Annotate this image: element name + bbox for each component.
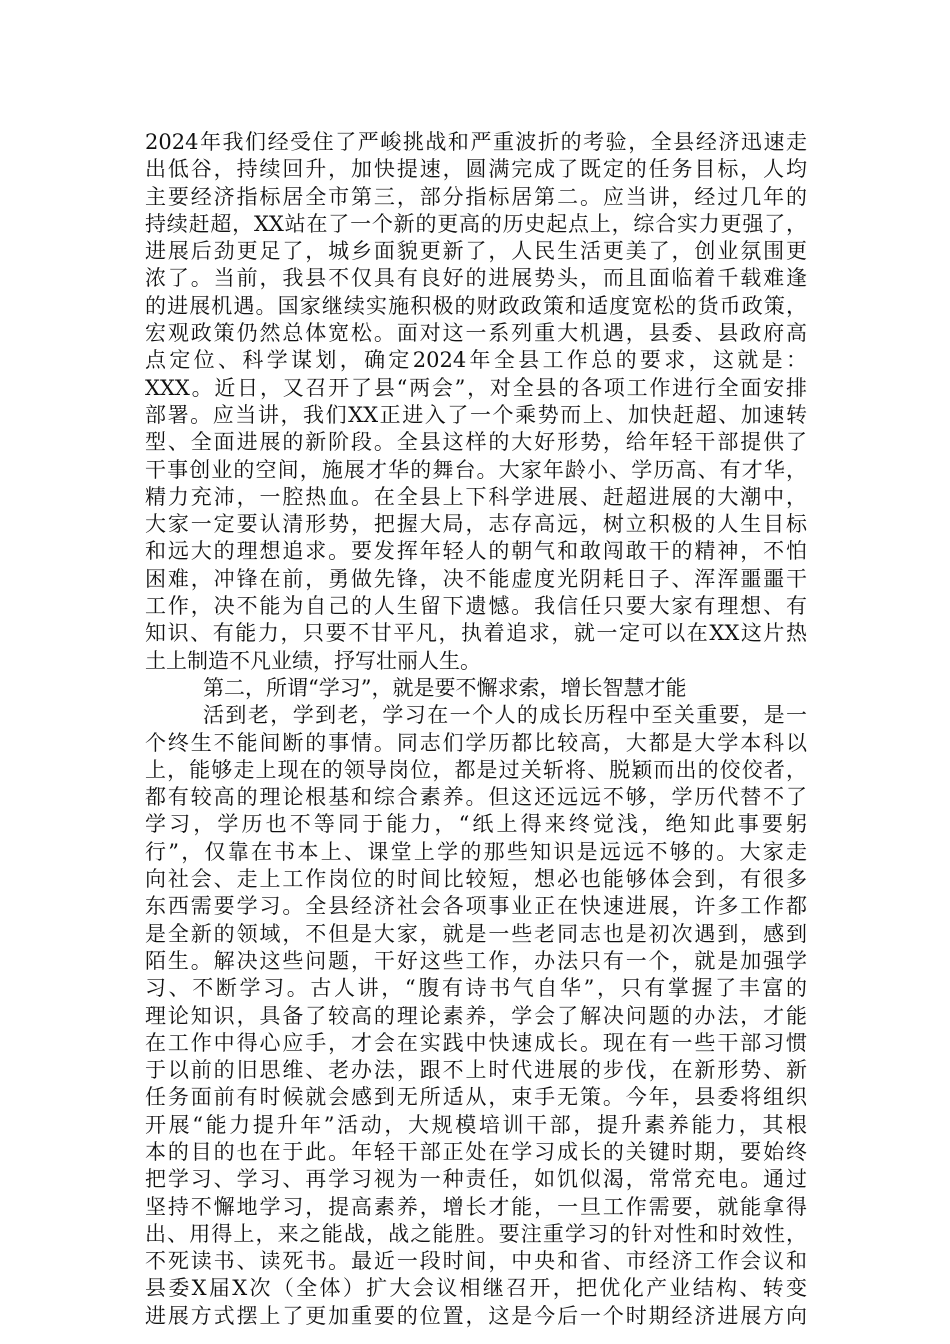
text-line: 主要经济指标居全市第三，部分指标居第二。应当讲，经过几年的 <box>145 184 807 209</box>
text-line: 坚持不懈地学习，提高素养，增长才能，一旦工作需要，就能拿得 <box>145 1194 807 1219</box>
text-line: 部署。应当讲，我们XX正进入了一个乘势而上、加快赶超、加速转 <box>145 402 807 427</box>
text-line: 于以前的旧思维、老办法，跟不上时代进展的步伐，在新形势、新 <box>145 1058 807 1083</box>
text-line: 县委X届X次（全体）扩大会议相继召开，把优化产业结构、转变 <box>145 1276 807 1301</box>
text-line: 型、全面进展的新阶段。全县这样的大好形势，给年轻干部提供了 <box>145 430 807 455</box>
text-line: 知识、有能力，只要不甘平凡，执着追求，就一定可以在XX这片热 <box>145 621 807 646</box>
text-line: 土上制造不凡业绩，抒写壮丽人生。 <box>145 648 481 673</box>
text-line: 精力充沛，一腔热血。在全县上下科学进展、赶超进展的大潮中， <box>145 484 807 509</box>
text-line: 宏观政策仍然总体宽松。面对这一系列重大机遇，县委、县政府高 <box>145 321 807 346</box>
text-line: 把学习、学习、再学习视为一种责任，如饥似渴，常常充电。通过 <box>145 1167 807 1192</box>
text-line: 个终生不能间断的事情。同志们学历都比较高，大都是大学本科以 <box>145 730 807 755</box>
text-line: 干事创业的空间，施展才华的舞台。大家年龄小、学历高、有才华， <box>145 457 807 482</box>
text-line: 陌生。解决这些问题，干好这些工作，办法只有一个，就是加强学 <box>145 948 807 973</box>
text-line: 是全新的领域，不但是大家，就是一些老同志也是初次遇到，感到 <box>145 921 807 946</box>
text-line: 浓了。当前，我县不仅具有良好的进展势头，而且面临着千载难逢 <box>145 266 807 291</box>
text-line: 东西需要学习。全县经济社会各项事业正在快速进展，许多工作都 <box>145 894 807 919</box>
text-line: 大家一定要认清形势，把握大局，志存高远，树立积极的人生目标 <box>145 512 807 537</box>
text-line: 活到老，学到老，学习在一个人的成长历程中至关重要，是一 <box>203 703 807 728</box>
text-line: 2024年我们经受住了严峻挑战和严重波折的考验，全县经济迅速走 <box>145 130 807 154</box>
text-line: 理论知识，具备了较高的理论素养，学会了解决问题的办法，才能 <box>145 1003 807 1028</box>
text-line: 不死读书、读死书。最近一段时间，中央和省、市经济工作会议和 <box>145 1249 807 1274</box>
text-line: 本的目的也在于此。年轻干部正处在学习成长的关键时期，要始终 <box>145 1139 807 1164</box>
section-heading: 第二，所谓“学习”，就是要不懈求索，增长智慧才能 <box>203 675 687 700</box>
text-line: 工作，决不能为自己的人生留下遗憾。我信任只要大家有理想、有 <box>145 594 807 619</box>
text-line: 点定位、科学谋划，确定2024年全县工作总的要求，这就是： <box>145 348 807 373</box>
text-line: 上，能够走上现在的领导岗位，都是过关斩将、脱颖而出的佼佼者， <box>145 757 807 782</box>
text-line: 向社会、走上工作岗位的时间比较短，想必也能够体会到，有很多 <box>145 867 807 892</box>
document-body <box>145 129 807 1330</box>
text-line: 和远大的理想追求。要发挥年轻人的朝气和敢闯敢干的精神，不怕 <box>145 539 807 564</box>
paragraph-2 <box>145 702 807 1330</box>
text-line: 的进展机遇。国家继续实施积极的财政政策和适度宽松的货币政策， <box>145 293 807 318</box>
text-line: 学习，学历也不等同于能力，“纸上得来终觉浅，绝知此事要躬 <box>145 812 807 837</box>
text-line: 持续赶超，XX站在了一个新的更高的历史起点上，综合实力更强了， <box>145 211 807 236</box>
text-line: 进展方式摆上了更加重要的位置，这是今后一个时期经济进展方向 <box>145 1303 807 1328</box>
text-line: 都有较高的理论根基和综合素养。但这还远远不够，学历代替不了 <box>145 785 807 810</box>
text-line: 任务面前有时候就会感到无所适从，束手无策。今年，县委将组织 <box>145 1085 807 1110</box>
text-line: XXX。近日，又召开了县“两会”，对全县的各项工作进行全面安排 <box>145 375 807 400</box>
paragraph-1 <box>145 129 807 675</box>
text-line: 行”，仅靠在书本上、课堂上学的那些知识是远远不够的。大家走 <box>145 839 807 864</box>
text-line: 进展后劲更足了，城乡面貌更新了，人民生活更美了，创业氛围更 <box>145 239 807 264</box>
text-line: 困难，冲锋在前，勇做先锋，决不能虚度光阴耗日子、浑浑噩噩干 <box>145 566 807 591</box>
text-line: 出、用得上，来之能战，战之能胜。要注重学习的针对性和时效性， <box>145 1221 807 1246</box>
text-line: 开展“能力提升年”活动，大规模培训干部，提升素养能力，其根 <box>145 1112 807 1137</box>
text-line: 在工作中得心应手，才会在实践中快速成长。现在有一些干部习惯 <box>145 1030 807 1055</box>
text-line: 习、不断学习。古人讲，“腹有诗书气自华”，只有掌握了丰富的 <box>145 976 807 1001</box>
text-line: 出低谷，持续回升，加快提速，圆满完成了既定的任务目标，人均 <box>145 157 807 182</box>
